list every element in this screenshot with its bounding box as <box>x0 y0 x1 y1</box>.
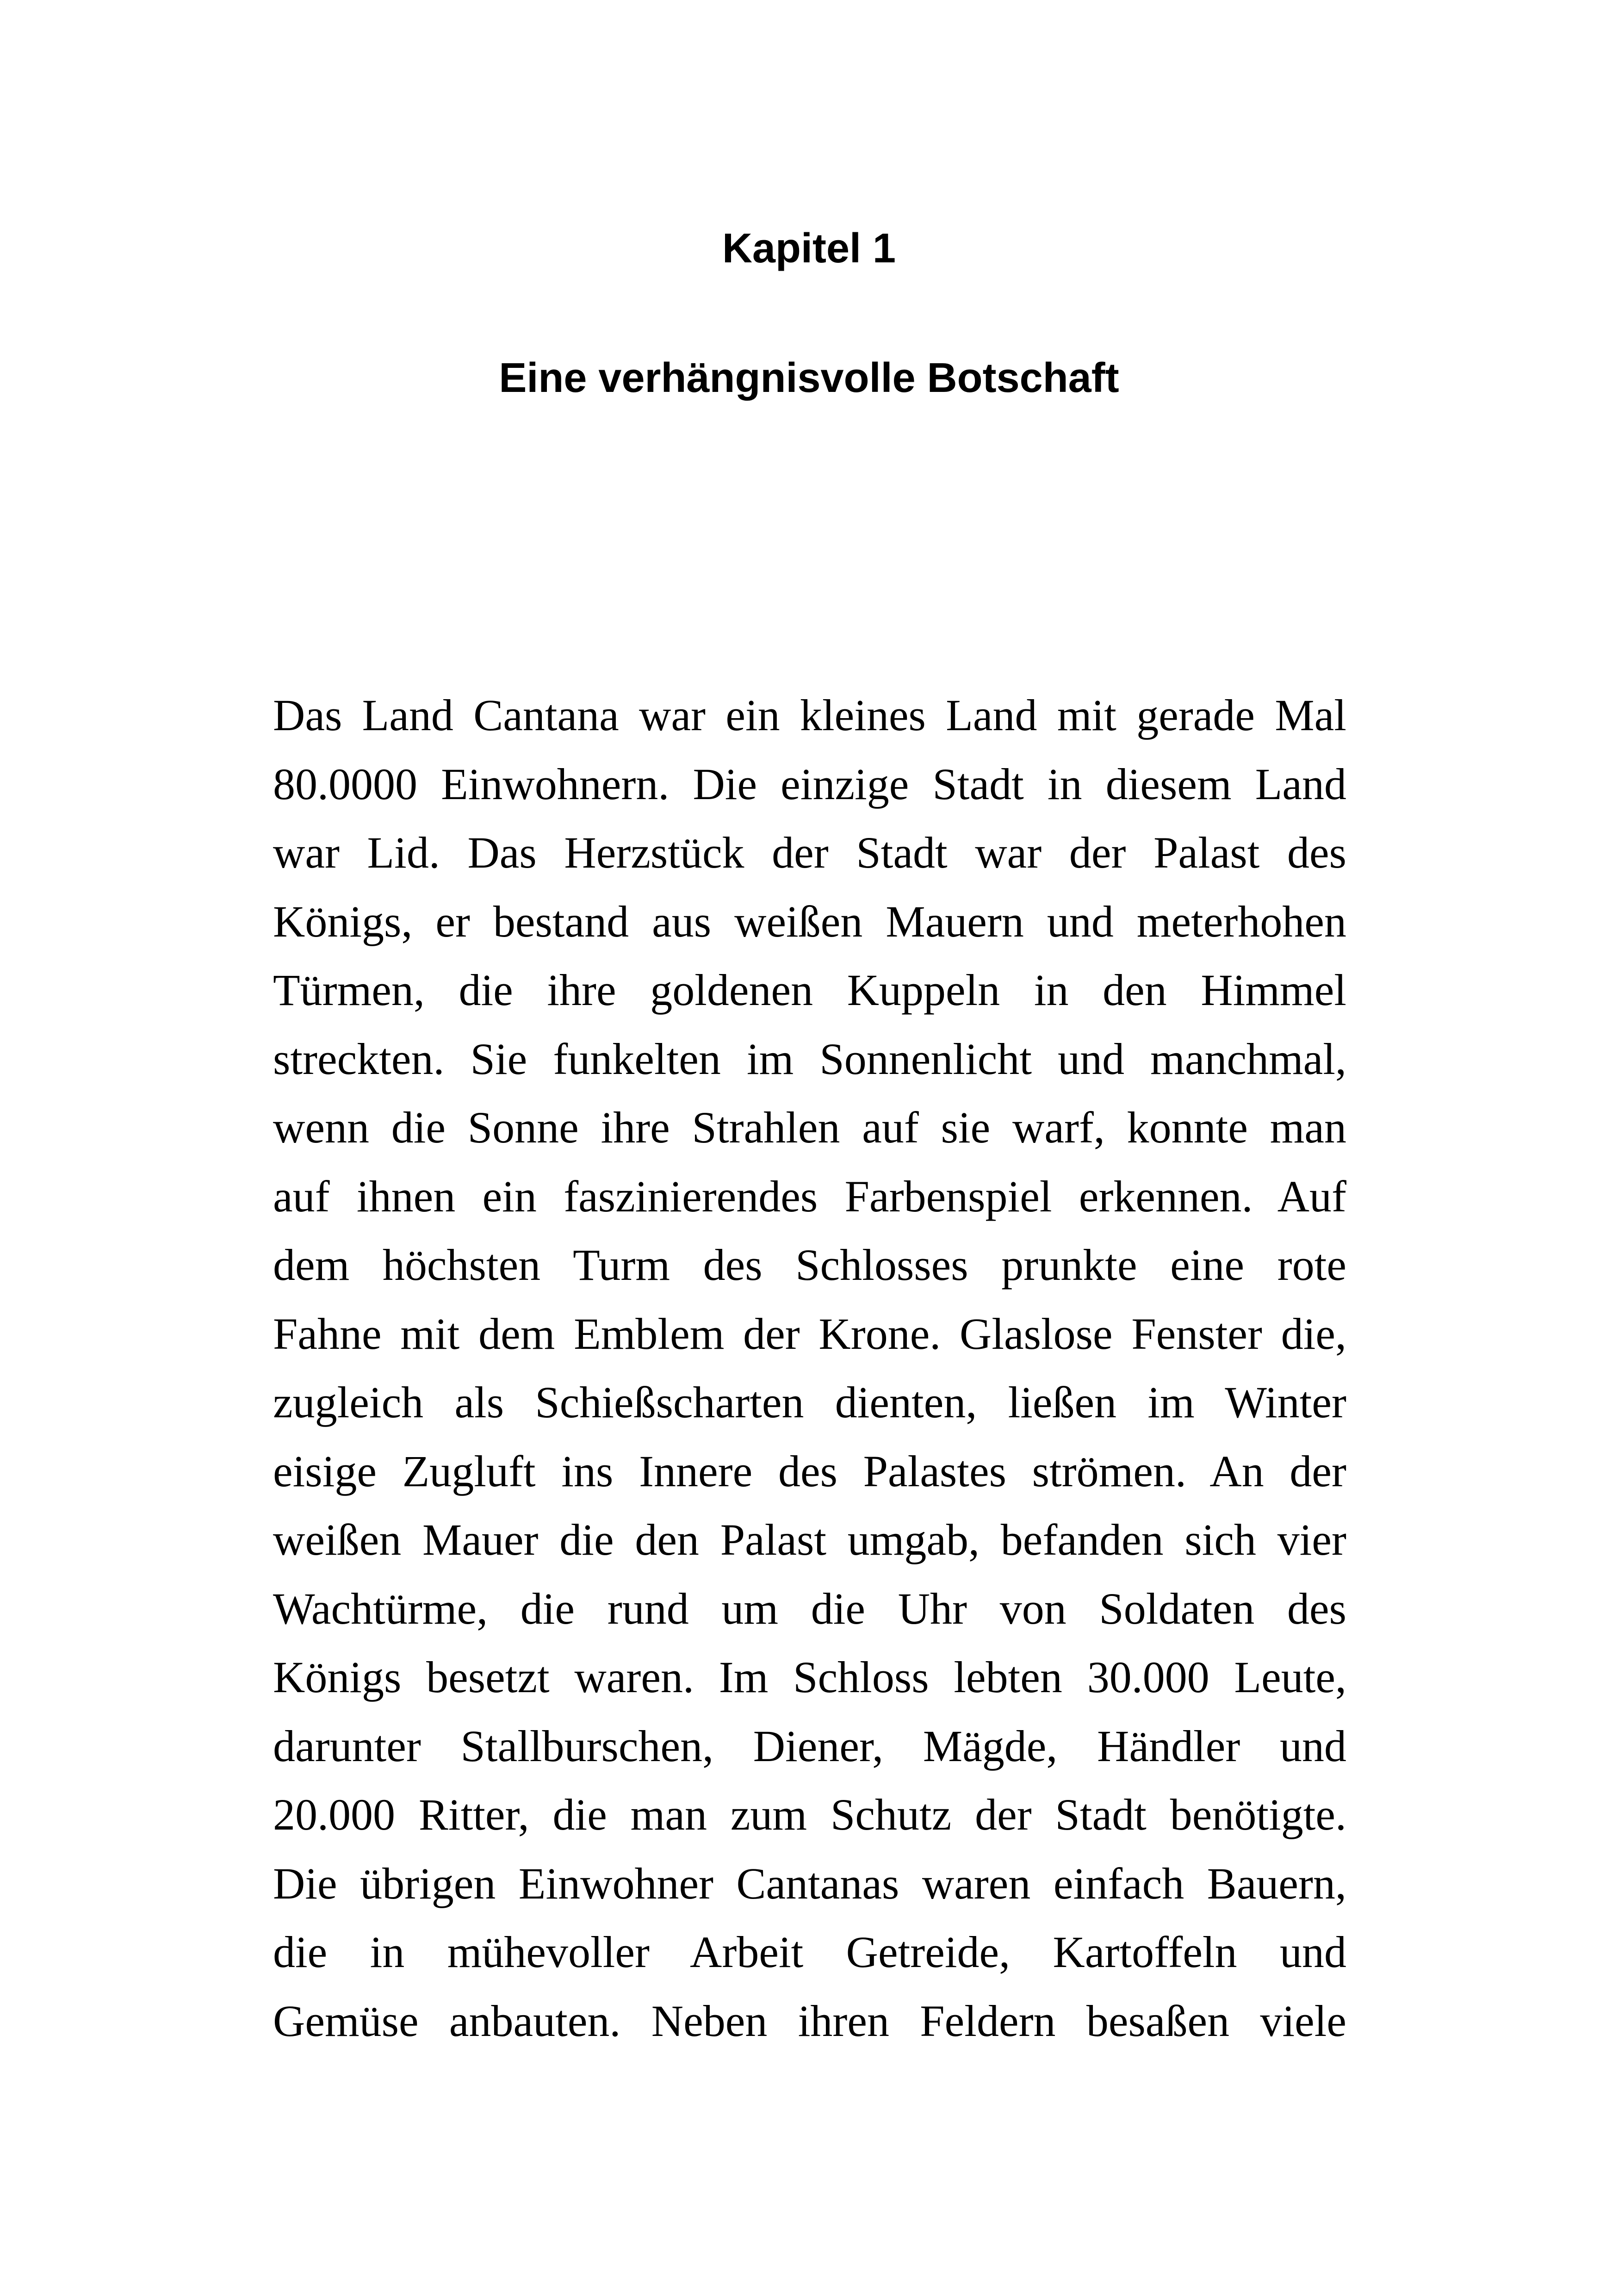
body-line: Die übrigen Einwohner Cantanas waren einfach Bauern, <box>273 1858 1346 1908</box>
body-line: war Lid. Das Herzstück der Stadt war der Palast des <box>273 828 1346 877</box>
body-line: Königs besetzt waren. Im Schloss lebten 30.000 Leute, <box>273 1652 1346 1702</box>
body-line: zugleich als Schießscharten dienten, ließen im Winter <box>273 1378 1346 1427</box>
body-line: 80.0000 Einwohnern. Die einzige Stadt in diesem Land <box>273 759 1346 809</box>
body-line: auf ihnen ein faszinierendes Farbenspiel erkennen. Auf <box>273 1171 1346 1221</box>
body-line: Fahne mit dem Emblem der Krone. Glaslose Fenster die, <box>273 1309 1346 1359</box>
body-line: Gemüse anbauten. Neben ihren Feldern besaßen viele <box>273 1996 1346 2046</box>
body-text <box>273 681 1346 2055</box>
body-line: streckten. Sie funkelten im Sonnenlicht und manchmal, <box>273 1034 1346 1084</box>
body-line: wenn die Sonne ihre Strahlen auf sie warf, konnte man <box>273 1103 1346 1152</box>
body-line: darunter Stallburschen, Diener, Mägde, Händler und <box>273 1721 1346 1771</box>
chapter-number: Kapitel 1 <box>722 225 896 272</box>
body-line: eisige Zugluft ins Innere des Palastes strömen. An der <box>273 1446 1346 1496</box>
body-line: Türmen, die ihre goldenen Kuppeln in den Himmel <box>273 965 1346 1015</box>
body-line: die in mühevoller Arbeit Getreide, Kartoffeln und <box>273 1927 1346 1977</box>
body-line: dem höchsten Turm des Schlosses prunkte eine rote <box>273 1240 1346 1290</box>
body-line: Wachtürme, die rund um die Uhr von Soldaten des <box>273 1583 1346 1633</box>
chapter-title: Eine verhängnisvolle Botschaft <box>499 355 1119 401</box>
body-line: Das Land Cantana war ein kleines Land mit gerade Mal <box>273 690 1346 740</box>
body-line: 20.000 Ritter, die man zum Schutz der Stadt benötigte. <box>273 1790 1346 1839</box>
body-line: Königs, er bestand aus weißen Mauern und meterhohen <box>273 896 1346 946</box>
body-line: weißen Mauer die den Palast umgab, befanden sich vier <box>273 1515 1346 1564</box>
